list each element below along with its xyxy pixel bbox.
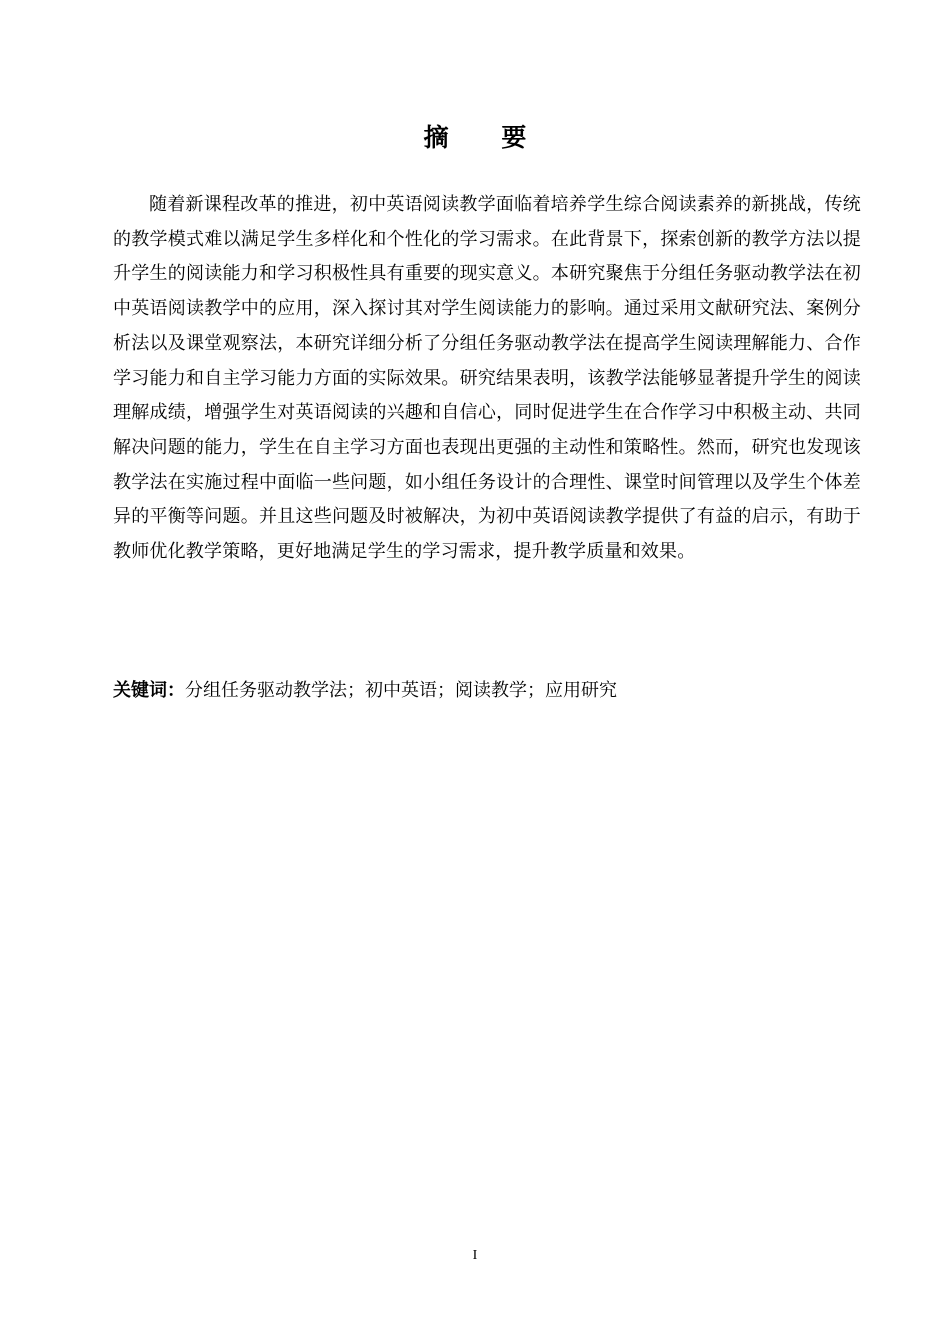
page-title: 摘 要 bbox=[423, 123, 549, 152]
abstract-paragraph: 随着新课程改革的推进，初中英语阅读教学面临着培养学生综合阅读素养的新挑战，传统的教学模式难以满足学生多样化和个性化的学习需求。在此背景下，探索创新的教学方法以提升学生的阅读能力和学习积极性具有重要的现实意义。本研究聚焦于分组任务驱动教学法在初中英语阅读教学中的应用，深入探讨其对学生阅读能力的影响。通过采用文献研究法、案例分析法以及课堂观察法，本研究详细分析了分组任务驱动教学法在提高学生阅读理解能力、合作学习能力和自主学习能力方面的实际效果。研究结果表明，该教学法能够显著提升学生的阅读理解成绩，增强学生对英语阅读的兴趣和自信心，同时促进学生在合作学习中积极主动、共同解决问题的能力，学生在自主学习方面也表现出更强的主动性和策略性。然而，研究也发现该教学法在实施过程中面临一些问题，如小组任务设计的合理性、课堂时间管理以及学生个体差异的平衡等问题。并且这些问题及时被解决，为初中英语阅读教学提供了有益的启示，有助于教师优化教学策略，更好地满足学生的学习需求，提升教学质量和效果。 bbox=[113, 194, 861, 563]
page-number: I bbox=[472, 1248, 478, 1263]
keywords-text: 分组任务驱动教学法；初中英语；阅读教学；应用研究 bbox=[185, 680, 617, 701]
keywords-label: 关键词： bbox=[113, 680, 185, 701]
keywords-line bbox=[113, 674, 861, 708]
